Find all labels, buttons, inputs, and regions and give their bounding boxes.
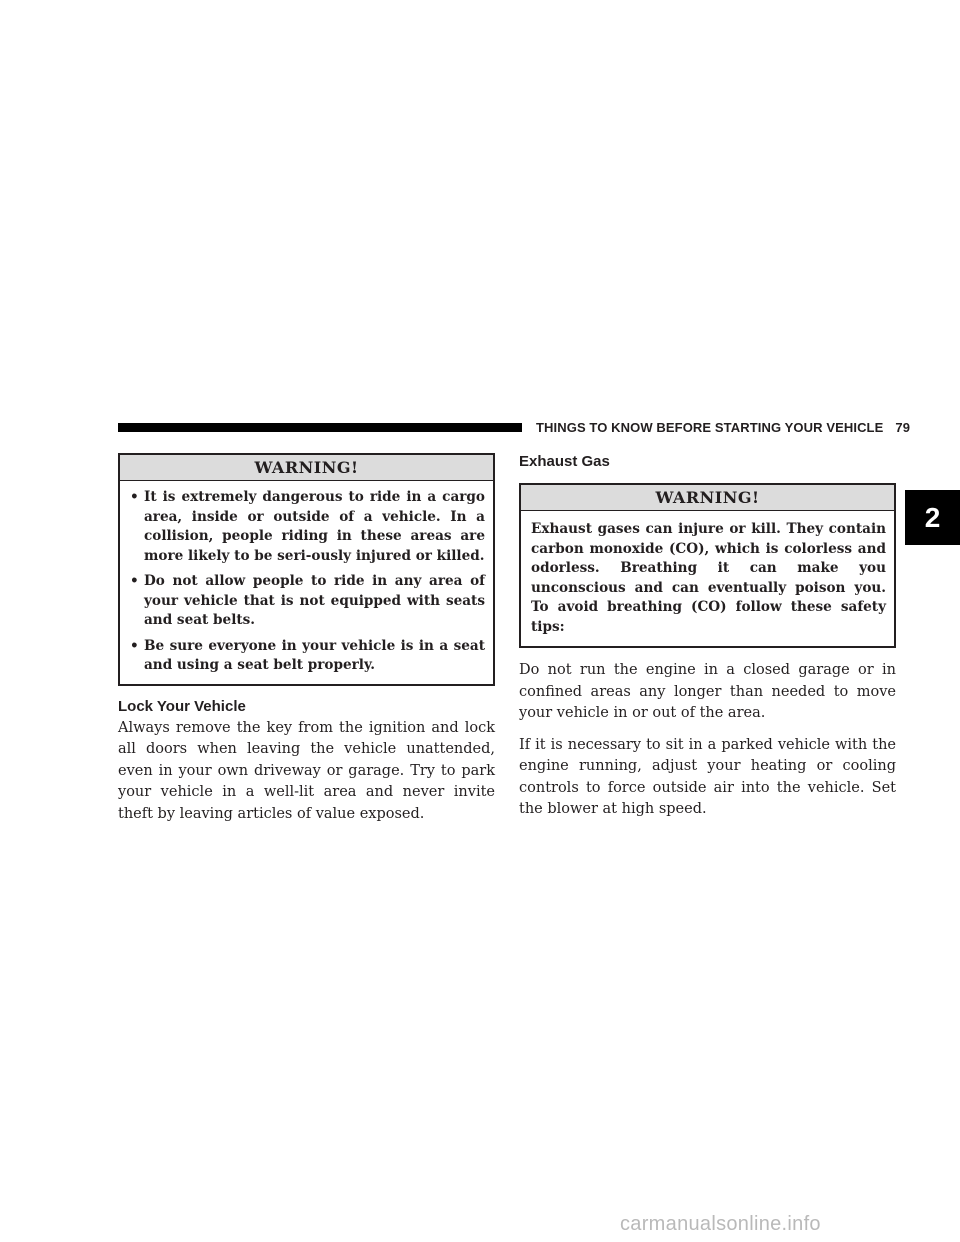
bullet-icon: • [130, 637, 139, 654]
warning-title: WARNING! [521, 485, 894, 511]
warning-list [120, 481, 493, 684]
warning-list-item [130, 488, 485, 566]
section-heading-exhaust-gas: Exhaust Gas [519, 453, 610, 470]
header-title: THINGS TO KNOW BEFORE STARTING YOUR VEHICLE [536, 420, 884, 435]
page-number: 79 [895, 420, 911, 435]
warning-box-exhaust [519, 483, 896, 648]
body-paragraph: If it is necessary to sit in a parked vehicle with the engine running, adjust your heating or cooling controls to force outside air into the vehicle. Set the blower at high speed. [519, 736, 896, 817]
body-paragraph: Always remove the key from the ignition and lock all doors when leaving the vehicle unattended, even in your own driveway or garage. Try to park your vehicle in a well-lit area and never invite theft by leaving articles of value exposed. [118, 719, 495, 822]
chapter-tab-label: 2 [924, 501, 941, 533]
warning-item-text: Be sure everyone in your vehicle is in a seat and using a seat belt properly. [144, 637, 485, 673]
warning-box-cargo [118, 453, 495, 686]
running-header [536, 420, 910, 435]
header-rule [118, 423, 522, 432]
bullet-icon: • [130, 489, 139, 505]
warning-list-item [130, 572, 485, 631]
watermark: carmanualsonline.info [620, 1213, 821, 1235]
warning-list-item [130, 637, 485, 676]
section-heading-lock-vehicle: Lock Your Vehicle [118, 697, 246, 715]
bullet-icon: • [130, 573, 139, 589]
warning-title: WARNING! [120, 455, 493, 481]
warning-item-text: Do not allow people to ride in any area of your vehicle that is not equipped with seats and seat belts. [144, 573, 485, 628]
warning-text: Exhaust gases can injure or kill. They contain carbon monoxide (CO), which is colorless and odorless. Breathing it can make you unconscious and can eventually poison you. To avoid breathing (CO) follow these safety tips: [531, 521, 886, 635]
body-paragraph: Do not run the engine in a closed garage or in confined areas any longer than needed to move your vehicle in or out of the area. [519, 662, 896, 721]
left-column [118, 453, 495, 825]
chapter-tab [905, 490, 960, 545]
warning-item-text: It is extremely dangerous to ride in a cargo area, inside or outside of a vehicle. In a collision, people riding in these areas are more likely to be seri-ously injured or killed. [144, 489, 485, 564]
right-column [519, 453, 896, 821]
